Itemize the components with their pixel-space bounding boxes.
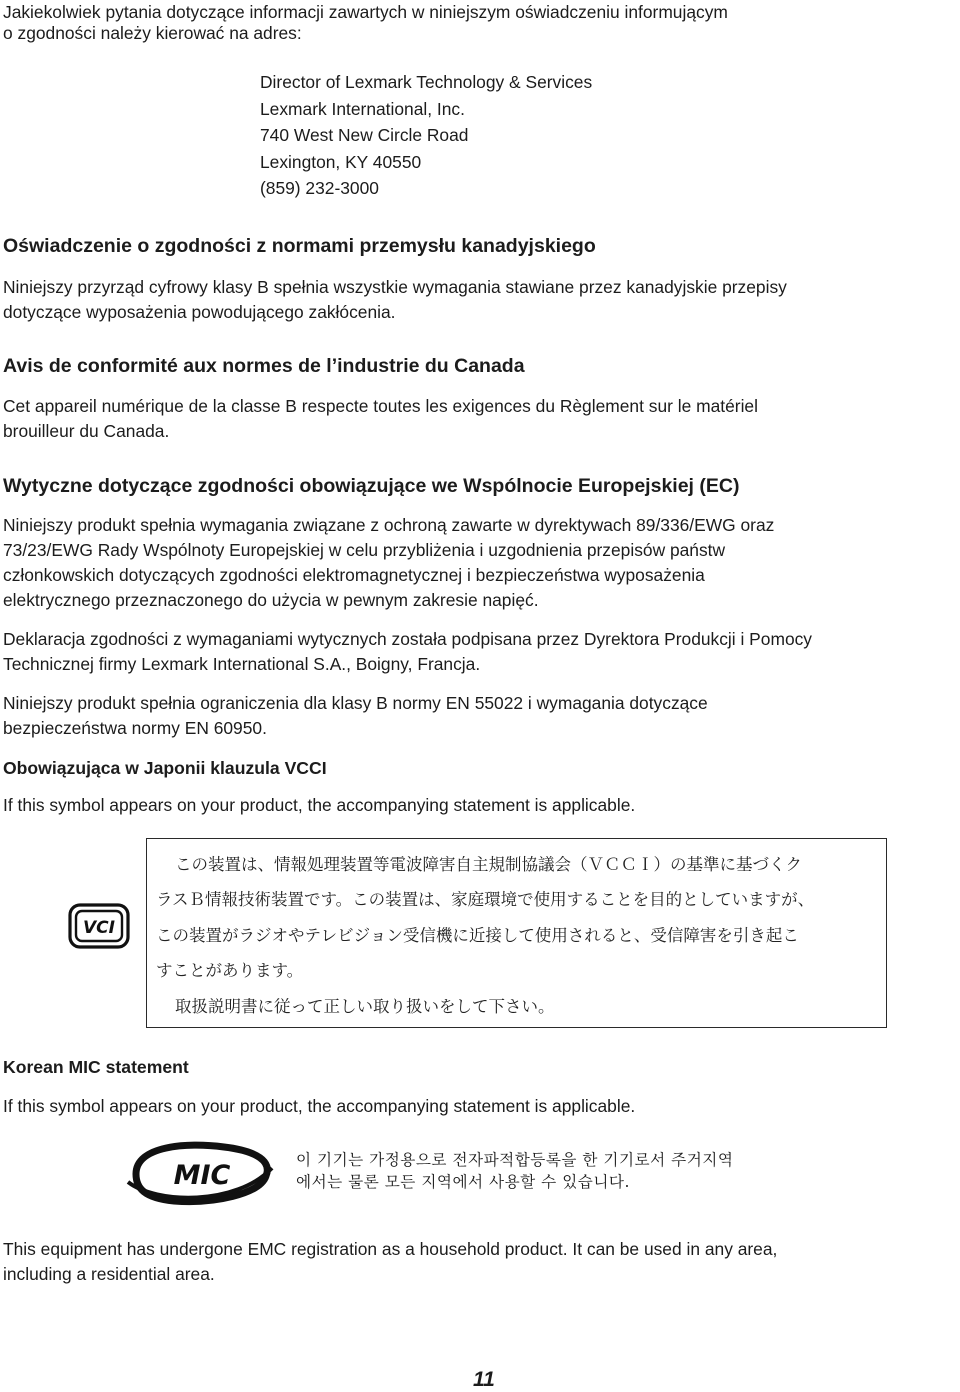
intro-line-2: o zgodności należy kierować na adres: (3, 23, 302, 43)
vcci-intro: If this symbol appears on your product, the accompanying statement is applicable. (3, 795, 636, 815)
eu-p1-line: 73/23/EWG Rady Wspólnoty Europejskiej w celu przybliżenia i uzgodnienia przepisów państw (3, 540, 726, 560)
eu-p1-line: Niniejszy produkt spełnia wymagania związane z ochroną zawarte w dyrektywach 89/336/EWG oraz (3, 515, 775, 535)
eu-p3-line: Niniejszy produkt spełnia ograniczenia dla klasy B normy EN 55022 i wymagania dotyczące (3, 693, 708, 713)
address-line: 740 West New Circle Road (260, 125, 469, 145)
eu-p3-line: bezpieczeństwa normy EN 60950. (3, 718, 267, 738)
emc-line-1: This equipment has undergone EMC registration as a household product. It can be used in any area, (3, 1239, 778, 1259)
eu-p1-line: członkowskich dotyczących zgodności elektromagnetycznej i bezpieczeństwa wyposażenia (3, 565, 705, 585)
mic-logo-text: MIC (173, 1160, 231, 1191)
address-line: Lexmark International, Inc. (260, 98, 465, 119)
emc-line-2: including a residential area. (3, 1264, 215, 1284)
mic-kr-line: 이 기기는 가정용으로 전자파적합등록을 한 기기로서 주거지역 (296, 1151, 734, 1169)
canada-pl-heading: Oświadczenie o zgodności z normami przemysłu kanadyjskiego (3, 235, 596, 257)
canada-fr-heading: Avis de conformité aux normes de l’industrie du Canada (3, 355, 525, 377)
vcci-logo-text: VCI (83, 918, 115, 938)
canada-pl-line-2: dotyczące wyposażenia powodującego zakłócenia. (3, 302, 396, 322)
eu-p2-line: Technicznej firmy Lexmark International S.A., Boigny, Francja. (3, 654, 481, 674)
vcci-jp-line: 取扱説明書に従って正しい取り扱いをして下さい。 (175, 997, 555, 1016)
mic-logo-icon (126, 1138, 276, 1210)
mic-kr-line: 에서는 물론 모든 지역에서 사용할 수 있습니다. (296, 1173, 630, 1191)
address-line: Lexington, KY 40550 (260, 151, 422, 172)
eu-p2-line: Deklaracja zgodności z wymaganiami wytycznych została podpisana przez Dyrektora Produkcji i Pomocy (3, 629, 813, 649)
canada-fr-line-2: brouilleur du Canada. (3, 421, 170, 441)
vcci-statement-box (146, 838, 887, 1028)
mic-intro: If this symbol appears on your product, the accompanying statement is applicable. (3, 1096, 636, 1116)
vcci-jp-line: この装置がラジオやテレビジョン受信機に近接して使用されると、受信障害を引き起こ (156, 926, 799, 945)
address-line: (859) 232-3000 (260, 178, 379, 198)
canada-fr-line-1: Cet appareil numérique de la classe B respecte toutes les exigences du Règlement sur le matériel (3, 396, 758, 416)
vcci-jp-line: すことがあります。 (156, 961, 304, 980)
canada-pl-line-1: Niniejszy przyrząd cyfrowy klasy B spełnia wszystkie wymagania stawiane przez kanadyjskie przepisy (3, 277, 787, 297)
address-block (260, 69, 592, 202)
vcci-jp-line: ラスＢ情報技術装置です。この装置は、家庭環境で使用することを目的としていますが、 (156, 890, 815, 909)
vcci-logo-icon (68, 903, 130, 949)
mic-heading: Korean MIC statement (3, 1057, 189, 1077)
vcci-heading: Obowiązująca w Japonii klauzula VCCI (3, 758, 327, 778)
eu-p1-line: elektrycznego przeznaczonego do użycia w pewnym zakresie napięć. (3, 590, 539, 610)
page-number: 11 (473, 1368, 495, 1391)
eu-heading: Wytyczne dotyczące zgodności obowiązujące we Wspólnocie Europejskiej (EC) (3, 475, 740, 497)
address-line: Director of Lexmark Technology & Services (260, 72, 593, 92)
vcci-jp-line: この装置は、情報処理装置等電波障害自主規制協議会（ＶＣＣＩ）の基準に基づくク (175, 855, 802, 874)
intro-line-1: Jakiekolwiek pytania dotyczące informacji zawartych w niniejszym oświadczeniu informującym (3, 2, 728, 22)
